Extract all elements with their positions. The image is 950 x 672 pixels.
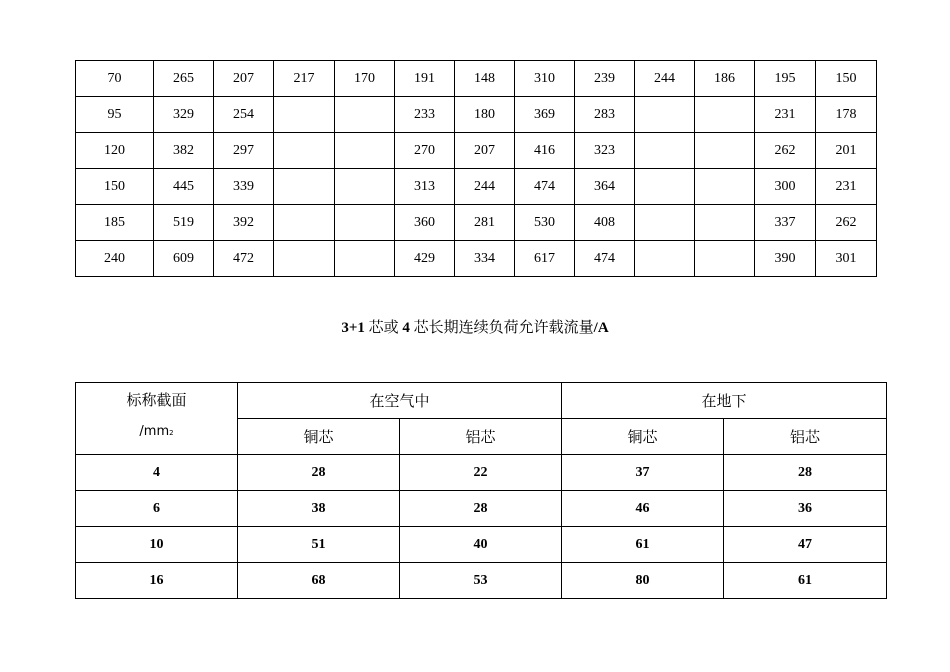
table-cell: 180 xyxy=(455,97,515,133)
table-cell xyxy=(695,169,755,205)
table-cell: 233 xyxy=(395,97,455,133)
ampacity-cell: 28 xyxy=(400,491,562,527)
table-cell: 301 xyxy=(816,241,877,277)
table-cell: 369 xyxy=(515,97,575,133)
table-cell: 254 xyxy=(214,97,274,133)
table-cell: 120 xyxy=(76,133,154,169)
header-unit-sup: 2 xyxy=(169,429,174,437)
ampacity-cell: 61 xyxy=(562,527,724,563)
table-cell: 148 xyxy=(455,61,515,97)
cross-section-cell: 4 xyxy=(76,455,238,491)
ampacity-cell: 37 xyxy=(562,455,724,491)
table-cell: 334 xyxy=(455,241,515,277)
table-cell: 323 xyxy=(575,133,635,169)
table-row xyxy=(76,61,877,97)
table-cell: 262 xyxy=(755,133,816,169)
table-cell: 191 xyxy=(395,61,455,97)
ampacity-cell: 28 xyxy=(724,455,887,491)
caption-part-4: 芯长期连续负荷允许载流量 xyxy=(409,320,594,336)
table-caption xyxy=(0,316,950,337)
table-cell: 70 xyxy=(76,61,154,97)
table-cell xyxy=(635,133,695,169)
table-top-body xyxy=(76,61,877,277)
table-cell: 240 xyxy=(76,241,154,277)
current-capacity-table-continued xyxy=(75,60,877,277)
table-cell xyxy=(695,205,755,241)
table-row xyxy=(76,455,887,491)
table-row xyxy=(76,527,887,563)
table-cell: 390 xyxy=(755,241,816,277)
table-row xyxy=(76,205,877,241)
ampacity-cell: 68 xyxy=(238,563,400,599)
ampacity-cell: 53 xyxy=(400,563,562,599)
table-cell xyxy=(335,169,395,205)
table-cell: 382 xyxy=(154,133,214,169)
header-cross-section-label: 标称截面 xyxy=(126,391,187,409)
ampacity-cell: 40 xyxy=(400,527,562,563)
table-cell: 530 xyxy=(515,205,575,241)
ampacity-cell: 51 xyxy=(238,527,400,563)
table-cell: 300 xyxy=(755,169,816,205)
table-cell: 195 xyxy=(755,61,816,97)
table-cell: 231 xyxy=(816,169,877,205)
table-row xyxy=(76,97,877,133)
table-cell xyxy=(274,133,335,169)
ampacity-cell: 46 xyxy=(562,491,724,527)
table-cell: 150 xyxy=(76,169,154,205)
table-cell: 310 xyxy=(515,61,575,97)
table-cell xyxy=(274,169,335,205)
table-cell xyxy=(274,205,335,241)
ampacity-cell: 22 xyxy=(400,455,562,491)
table-cell: 265 xyxy=(154,61,214,97)
table-cell xyxy=(335,205,395,241)
table-cell: 217 xyxy=(274,61,335,97)
header-cross-section xyxy=(76,383,238,455)
cross-section-cell: 16 xyxy=(76,563,238,599)
header-group-air: 在空气中 xyxy=(238,383,562,419)
table-cell: 185 xyxy=(76,205,154,241)
table-cell: 474 xyxy=(575,241,635,277)
table-cell: 429 xyxy=(395,241,455,277)
header-aluminum-air: 铝芯 xyxy=(400,419,562,455)
table-cell: 231 xyxy=(755,97,816,133)
table-cell xyxy=(635,205,695,241)
header-aluminum-ground: 铝芯 xyxy=(724,419,887,455)
table-cell xyxy=(695,133,755,169)
table-cell: 201 xyxy=(816,133,877,169)
table-cell: 416 xyxy=(515,133,575,169)
cross-section-cell: 6 xyxy=(76,491,238,527)
table-row xyxy=(76,169,877,205)
table-cell: 609 xyxy=(154,241,214,277)
ampacity-cell: 47 xyxy=(724,527,887,563)
header-group-ground: 在地下 xyxy=(562,383,887,419)
table-cell: 472 xyxy=(214,241,274,277)
table-cell: 178 xyxy=(816,97,877,133)
table-cell: 297 xyxy=(214,133,274,169)
table-cell: 445 xyxy=(154,169,214,205)
table-cell: 207 xyxy=(455,133,515,169)
table-cell: 244 xyxy=(635,61,695,97)
table-cell: 270 xyxy=(395,133,455,169)
table-cell xyxy=(274,241,335,277)
table-cell: 617 xyxy=(515,241,575,277)
table-cell: 150 xyxy=(816,61,877,97)
table-cell: 207 xyxy=(214,61,274,97)
table-row xyxy=(76,133,877,169)
table-row xyxy=(76,563,887,599)
table-bottom-body xyxy=(76,383,887,599)
table-cell: 170 xyxy=(335,61,395,97)
table-cell: 474 xyxy=(515,169,575,205)
table-cell xyxy=(635,241,695,277)
table-cell: 392 xyxy=(214,205,274,241)
caption-part-5: /A xyxy=(593,320,609,336)
header-copper-ground: 铜芯 xyxy=(562,419,724,455)
ampacity-cell: 80 xyxy=(562,563,724,599)
table-cell xyxy=(335,97,395,133)
table-cell: 519 xyxy=(154,205,214,241)
table-row xyxy=(76,491,887,527)
table-cell: 244 xyxy=(455,169,515,205)
table-cell: 408 xyxy=(575,205,635,241)
caption-part-2: 芯或 xyxy=(364,320,403,336)
caption-part-1: 3+1 xyxy=(341,320,365,336)
table-cell xyxy=(635,169,695,205)
table-cell: 313 xyxy=(395,169,455,205)
header-row-1 xyxy=(76,383,887,419)
four-core-current-capacity-table xyxy=(75,382,887,599)
table-cell xyxy=(335,133,395,169)
table-cell: 337 xyxy=(755,205,816,241)
table-cell: 339 xyxy=(214,169,274,205)
table-cell xyxy=(335,241,395,277)
header-unit-text: /mm xyxy=(139,424,170,439)
table-cell: 281 xyxy=(455,205,515,241)
table-cell xyxy=(635,97,695,133)
table-cell: 360 xyxy=(395,205,455,241)
header-copper-air: 铜芯 xyxy=(238,419,400,455)
caption-part-3: 4 xyxy=(402,320,410,336)
table-cell: 186 xyxy=(695,61,755,97)
table-cell xyxy=(695,97,755,133)
ampacity-cell: 38 xyxy=(238,491,400,527)
table-cell: 283 xyxy=(575,97,635,133)
ampacity-cell: 61 xyxy=(724,563,887,599)
table-cell: 262 xyxy=(816,205,877,241)
table-cell: 329 xyxy=(154,97,214,133)
table-cell xyxy=(274,97,335,133)
table-row xyxy=(76,241,877,277)
cross-section-cell: 10 xyxy=(76,527,238,563)
ampacity-cell: 36 xyxy=(724,491,887,527)
table-cell: 364 xyxy=(575,169,635,205)
header-cross-section-unit xyxy=(76,424,237,439)
table-cell: 95 xyxy=(76,97,154,133)
table-cell: 239 xyxy=(575,61,635,97)
table-cell xyxy=(695,241,755,277)
ampacity-cell: 28 xyxy=(238,455,400,491)
